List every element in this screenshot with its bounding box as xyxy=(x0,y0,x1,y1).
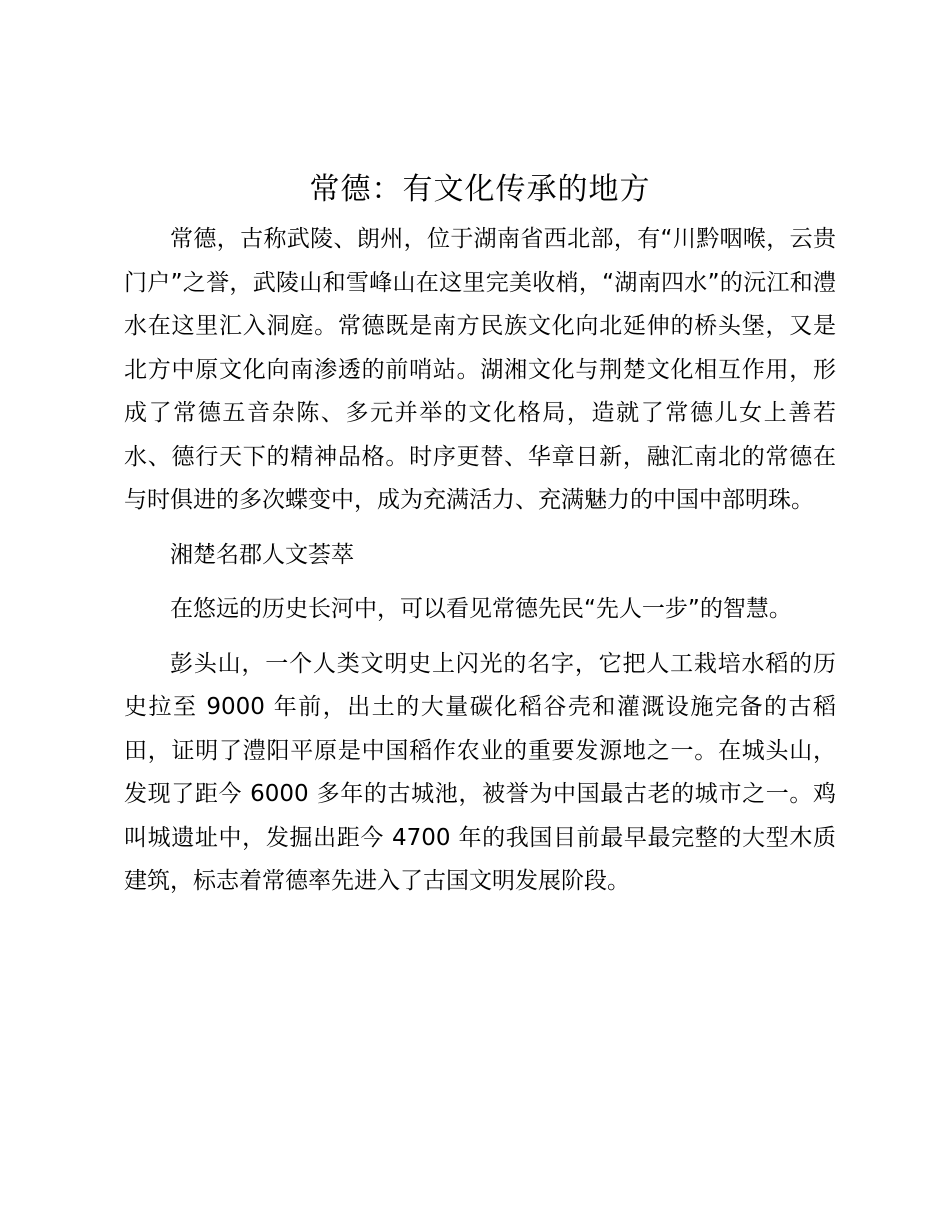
paragraph-intro: 常德，古称武陵、朗州，位于湖南省西北部，有“川黔咽喉，云贵门户”之誉，武陵山和雪峰山在这里完美收梢，“湖南四水”的沅江和澧水在这里汇入洞庭。常德既是南方民族文化向北延伸的桥头堡，又是北方中原文化向南渗透的前哨站。湖湘文化与荆楚文化相互作用，形成了常德五音杂陈、多元并举的文化格局，造就了常德儿女上善若水、德行天下的精神品格。时序更替、华章日新，融汇南北的常德在与时俱进的多次蝶变中，成为充满活力、充满魅力的中国中部明珠。 xyxy=(124,226,836,513)
paragraph-history-intro: 在悠远的历史长河中，可以看见常德先民“先人一步”的智慧。 xyxy=(170,596,792,622)
paragraph-archaeology: 彭头山，一个人类文明史上闪光的名字，它把人工栽培水稻的历史拉至 9000 年前，出土的大量碳化稻谷壳和灌溉设施完备的古稻田，证明了澧阳平原是中国稻作农业的重要发源地之一。在城头山，发现了距今 6000 多年的古城池，被誉为中国最古老的城市之一。鸡叫城遗址中，发掘出距今 4700 年的我国目前最早最完整的大型木质建筑，标志着常德率先进入了古国文明发展阶段。 xyxy=(124,650,836,894)
section-heading: 湘楚名郡人文荟萃 xyxy=(170,541,354,568)
document-page xyxy=(124,168,836,904)
document-title: 常德：有文化传承的地方 xyxy=(309,172,651,207)
